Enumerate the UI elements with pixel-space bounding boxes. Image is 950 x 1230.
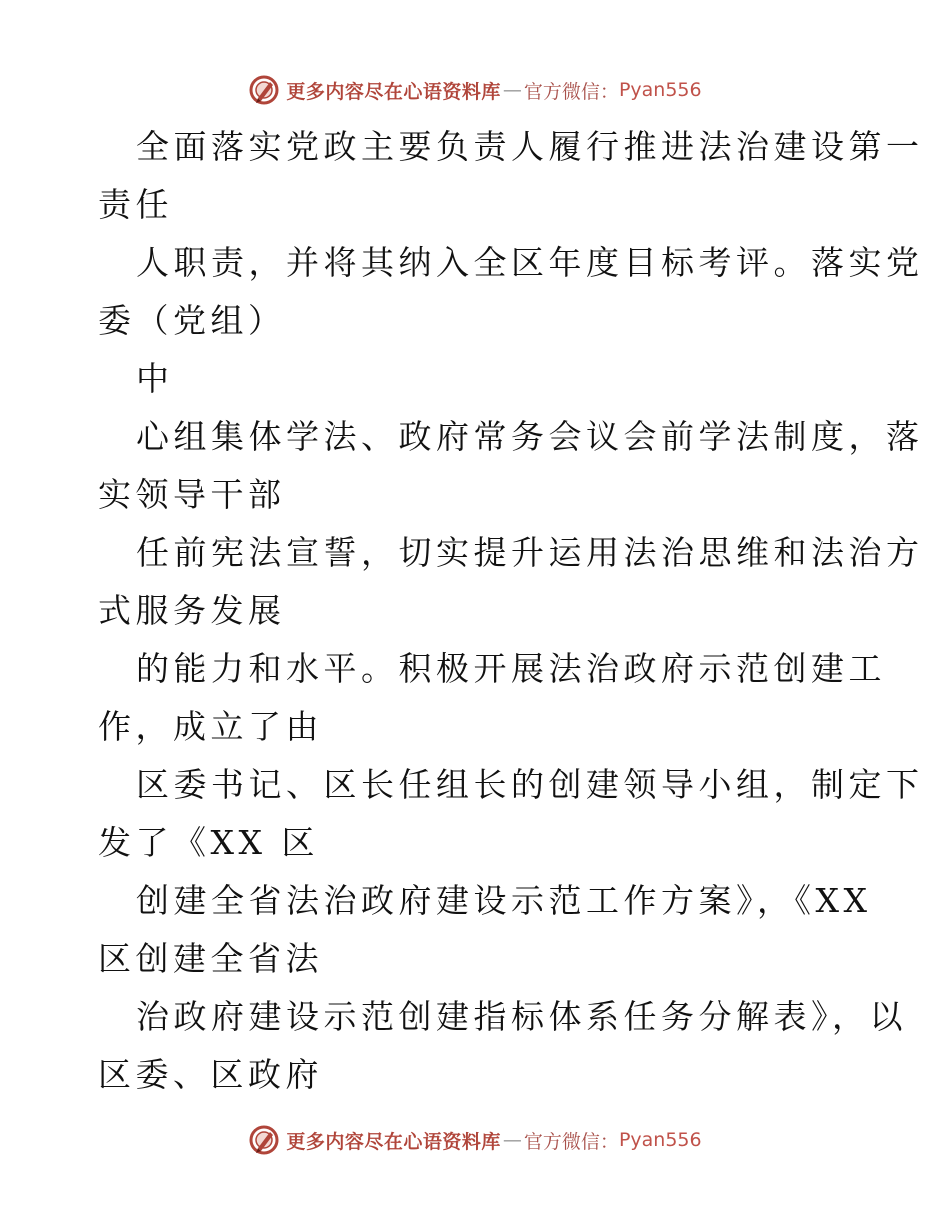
text-line: 区委书记、区长任组长的创建领导小组，制定下 <box>136 765 924 804</box>
pen-circle-logo-icon <box>248 74 280 106</box>
text-line: 的能力和水平。积极开展法治政府示范创建工 <box>136 649 886 688</box>
text-line: 作，成立了由 <box>98 707 323 746</box>
watermark-wechat-id: Pyan556 <box>618 1129 702 1151</box>
pen-circle-logo-icon <box>248 1124 280 1156</box>
text-line: 中 <box>136 359 174 398</box>
text-line: 治政府建设示范创建指标体系任务分解表》，以 <box>136 997 907 1036</box>
text-line: 全面落实党政主要负责人履行推进法治建设第一 <box>136 127 924 166</box>
text-line: 人职责，并将其纳入全区年度目标考评。落实党 <box>136 243 924 282</box>
watermark-wechat-id: Pyan556 <box>618 79 702 101</box>
watermark-dash: — <box>502 1129 522 1151</box>
text-line: 责任 <box>98 185 173 224</box>
watermark-text <box>286 1127 701 1154</box>
text-line: 发了《XX 区 <box>98 823 319 862</box>
text-line: 式服务发展 <box>98 591 286 630</box>
watermark-site-name: 更多内容尽在心语资料库 <box>286 80 501 103</box>
watermark-wechat-label: 官方微信： <box>523 80 619 103</box>
text-line: 委（党组） <box>98 301 286 340</box>
text-line: 区创建全省法 <box>98 939 323 978</box>
watermark-wechat-label: 官方微信： <box>523 1130 619 1153</box>
header-watermark <box>0 70 950 110</box>
watermark-dash: — <box>502 79 522 101</box>
document-body <box>98 118 924 1104</box>
text-line: 心组集体学法、政府常务会议会前学法制度，落 <box>136 417 924 456</box>
text-line: 创建全省法治政府建设示范工作方案》，《XX <box>136 881 872 920</box>
text-line: 任前宪法宣誓，切实提升运用法治思维和法治方 <box>136 533 924 572</box>
watermark-site-name: 更多内容尽在心语资料库 <box>286 1130 501 1153</box>
watermark-text <box>286 77 701 104</box>
text-line: 实领导干部 <box>98 475 286 514</box>
text-line: 区委、区政府 <box>98 1055 323 1094</box>
footer-watermark <box>0 1120 950 1160</box>
